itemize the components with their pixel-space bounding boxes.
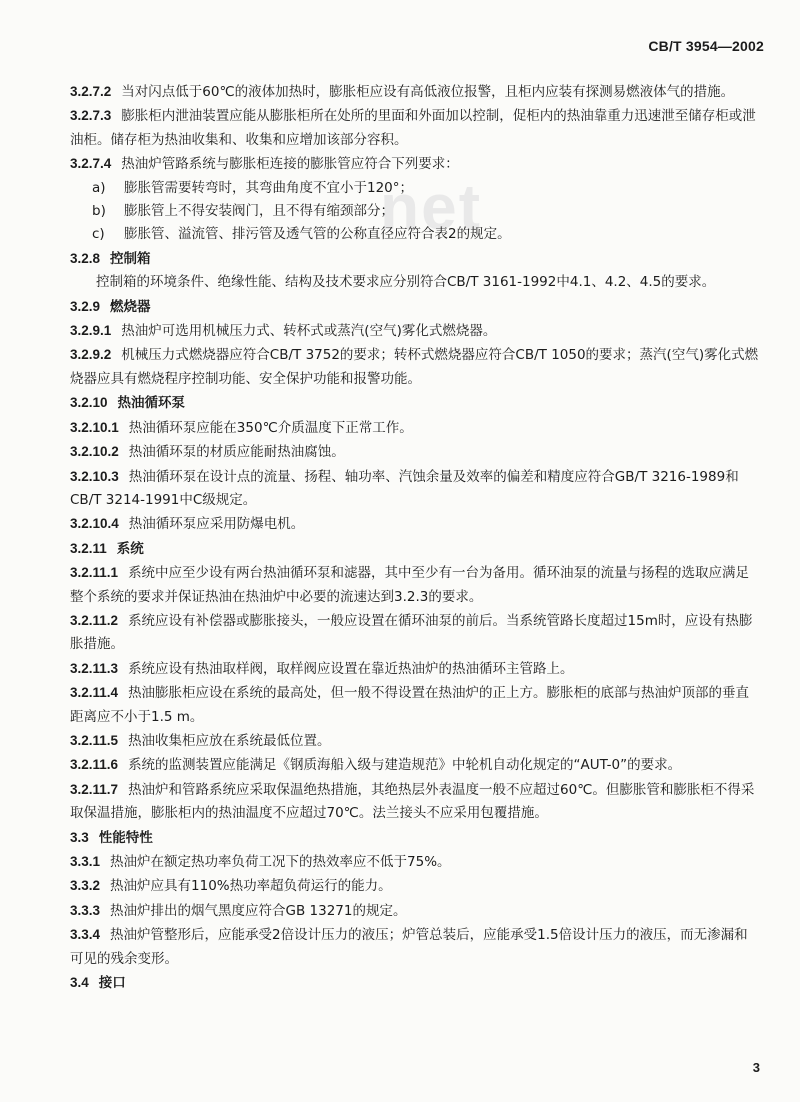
clause-3-3-1: 3.3.1 热油炉在额定热功率负荷工况下的热效率应不低于75%。 xyxy=(70,854,451,870)
clause-3-3-4: 3.3.4 热油炉管整形后，应能承受2倍设计压力的液压；炉管总装后，应能承受1.5倍设计压力的液压，而无渗漏和可见的残余变形。 xyxy=(70,927,748,967)
clause-3-3-3: 3.3.3 热油炉排出的烟气黑度应符合GB 13271的规定。 xyxy=(70,902,407,919)
standard-code: CB/T 3954—2002 xyxy=(648,38,764,54)
section-3-3: 3.3 性能特性 xyxy=(70,829,153,846)
section-3-2-8: 3.2.8 控制箱 xyxy=(70,250,151,267)
clause-3-2-9-2: 3.2.9.2 机械压力式燃烧器应符合CB/T 3752的要求；转杯式燃烧器应符合CB/T 1050的要求；蒸汽(空气)雾化式燃烧器应具有燃烧程序控制功能、安全保护功能和报警功能。 xyxy=(70,347,759,387)
clause-3-2-11-2: 3.2.11.2 系统应设有补偿器或膨胀接头，一般应设置在循环油泵的前后。当系统管路长度超过15m时，应设有热膨胀措施。 xyxy=(70,612,753,653)
document-body xyxy=(70,80,760,995)
clause-3-2-11-1: 3.2.11.1 系统中应至少设有两台热油循环泵和滤器，其中至少有一台为备用。循环油泵的流量与扬程的选取应满足整个系统的要求并保证热油在热油炉中必要的流速达到3.2.3的要求。 xyxy=(70,565,750,605)
section-3-4: 3.4 接口 xyxy=(70,975,126,992)
watermark: net xyxy=(380,171,482,243)
clause-3-2-11-7: 3.2.11.7 热油炉和管路系统应采取保温绝热措施，其绝热层外表温度一般不应超过60℃。但膨胀管和膨胀柜不得采取保温措施，膨胀柜内的热油温度不应超过70℃。法兰接头不应采用包覆措施。 xyxy=(70,781,755,822)
list-item-b: b) 膨胀管上不得安装阀门，且不得有缩颈部分； xyxy=(92,203,394,220)
page-number: 3 xyxy=(752,1060,760,1075)
clause-3-2-11-5: 3.2.11.5 热油收集柜应放在系统最低位置。 xyxy=(70,732,331,749)
list-item-c: c) 膨胀管、溢流管、排污管及透气管的公称直径应符合表2的规定。 xyxy=(92,226,511,243)
section-3-2-9: 3.2.9 燃烧器 xyxy=(70,298,151,315)
clause-3-3-2: 3.3.2 热油炉应具有110%热功率超负荷运行的能力。 xyxy=(70,878,392,895)
clause-3-2-10-1: 3.2.10.1 热油循环泵应能在350℃介质温度下正常工作。 xyxy=(70,419,413,436)
list-item-a: a) 膨胀管需要转弯时，其弯曲角度不宜小于120°； xyxy=(92,179,414,196)
clause-3-2-10-2: 3.2.10.2 热油循环泵的材质应能耐热油腐蚀。 xyxy=(70,444,345,461)
clause-3-2-11-6: 3.2.11.6 系统的监测装置应能满足《钢质海船入级与建造规范》中轮机自动化规定的“AUT-0”的要求。 xyxy=(70,757,682,774)
clause-3-2-7-2: 3.2.7.2 当对闪点低于60℃的液体加热时，膨胀柜应设有高低液位报警，且柜内应装有探测易燃液体气的措施。 xyxy=(70,84,735,100)
section-3-2-11: 3.2.11 系统 xyxy=(70,540,144,557)
clause-3-2-9-1: 3.2.9.1 热油炉可选用机械压力式、转杯式或蒸汽(空气)雾化式燃烧器。 xyxy=(70,323,497,340)
clause-3-2-10-4: 3.2.10.4 热油循环泵应采用防爆电机。 xyxy=(70,516,305,533)
section-3-2-10: 3.2.10 热油循环泵 xyxy=(70,395,186,412)
clause-3-2-10-3: 3.2.10.3 热油循环泵在设计点的流量、扬程、轴功率、汽蚀余量及效率的偏差和精度应符合GB/T 3216-1989和CB/T 3214-1991中C级规定。 xyxy=(70,468,739,508)
clause-control-box: 控制箱的环境条件、绝缘性能、结构及技术要求应分别符合CB/T 3161-1992中4.1、4.2、4.5的要求。 xyxy=(96,274,716,291)
clause-3-2-7-3: 3.2.7.3 膨胀柜内泄油装置应能从膨胀柜所在处所的里面和外面加以控制，促柜内的热油靠重力迅速泄至储存柜或泄油柜。储存柜为热油收集和、收集和应增加该部分容积。 xyxy=(70,108,756,148)
clause-3-2-11-4: 3.2.11.4 热油膨胀柜应设在系统的最高处，但一般不得设置在热油炉的正上方。膨胀柜的底部与热油炉顶部的垂直距离应不小于1.5 m。 xyxy=(70,685,750,725)
clause-3-2-11-3: 3.2.11.3 系统应设有热油取样阀，取样阀应设置在靠近热油炉的热油循环主管路上。 xyxy=(70,660,574,677)
clause-3-2-7-4: 3.2.7.4 热油炉管路系统与膨胀柜连接的膨胀管应符合下列要求： xyxy=(70,156,459,173)
